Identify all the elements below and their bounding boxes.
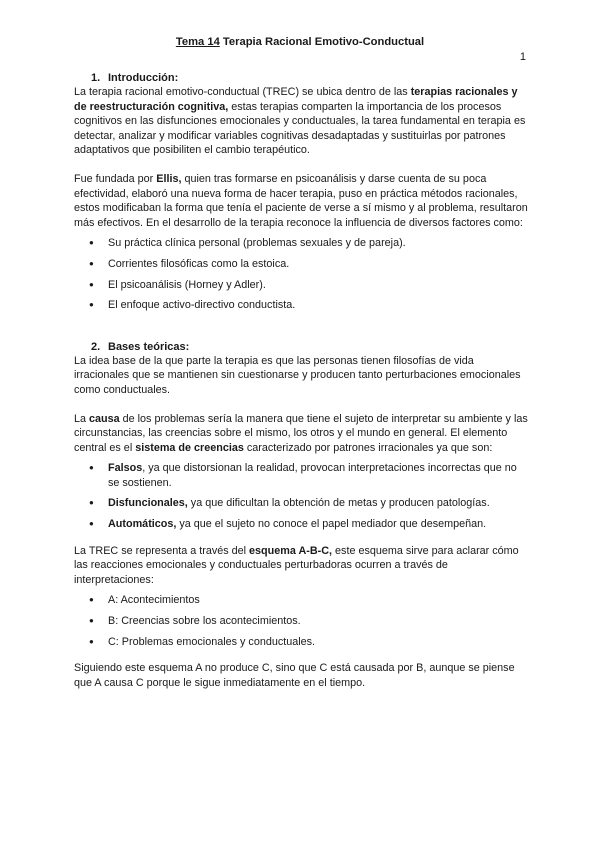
section-2-heading	[91, 340, 530, 354]
section-2-title: Bases teóricas:	[108, 340, 190, 353]
list-item: ● B: Creencias sobre los acontecimientos.	[74, 614, 530, 629]
beliefs-list	[74, 461, 530, 531]
text-run: Fue fundada por	[74, 172, 157, 185]
text-run: La terapia racional emotivo-conductual (TREC) se ubica dentro de las	[74, 86, 411, 98]
section-2-paragraph-4: Siguiendo este esquema A no produce C, sino que C está causada por B, aunque se piense que A causa C porque le sigue inmediatamente en el tiempo.	[74, 662, 515, 689]
title-text: Terapia Racional Emotivo-Conductual	[219, 36, 425, 48]
list-item: ● El enfoque activo-directivo conductista.	[74, 298, 530, 313]
influences-list	[74, 236, 530, 312]
list-item	[74, 461, 530, 490]
list-item	[74, 517, 530, 532]
text-run: quien tras formarse en psicoanálisis y darse cuenta de su poca efectividad, elaboró una nueva forma de hacer terapia, puso en práctica métodos racionales, estos modificaban la forma que tenía el paciente de verse a sí mismo y al problema, resultaron más efectivos. En el desarrollo de la terapia reconoce la influencia de diversos factores como:	[74, 172, 528, 229]
list-item: ● A: Acontecimientos	[74, 593, 530, 608]
bold-term: causa	[89, 412, 120, 425]
text-run: La	[74, 412, 90, 425]
bold-term: esquema A-B-C,	[249, 544, 333, 557]
text-run: ya que dificultan la obtención de metas y producen patologías.	[187, 497, 490, 510]
section-1-paragraph-2	[74, 172, 530, 230]
text-run: , ya que distorsionan la realidad, provocan interpretaciones incorrectas que no se sostienen.	[108, 462, 517, 489]
bold-term: Disfuncionales,	[108, 497, 188, 510]
text-run: La TREC se representa a través del	[74, 544, 250, 557]
bold-term: Falsos	[108, 462, 143, 475]
bold-term: sistema de creencias	[135, 441, 244, 454]
text-run: estas terapias comparten la importancia de los procesos cognitivos en las disfunciones emocionales y conductuales, la tarea fundamental en terapia es detectar, analizar y modificar variables cognitivas desadaptadas y sustituirlas por patrones adaptativos que posibiliten el cambio terapéutico.	[74, 100, 526, 157]
section-1-number: 1.	[91, 72, 101, 84]
bold-term: Ellis,	[156, 172, 182, 185]
section-2-paragraph-2	[74, 412, 530, 456]
list-item	[74, 496, 530, 511]
abc-list	[74, 593, 530, 649]
section-1-paragraph-1	[74, 85, 530, 158]
section-2-paragraph-3	[74, 544, 530, 588]
list-item: ● C: Problemas emocionales y conductuales.	[74, 635, 530, 650]
document-body	[74, 71, 530, 690]
page-number: 1	[519, 51, 526, 63]
list-item: ● El psicoanálisis (Horney y Adler).	[74, 278, 530, 293]
bold-term: Automáticos,	[108, 518, 177, 531]
list-item: ● Corrientes filosóficas como la estoica.	[74, 257, 530, 272]
section-1-heading	[91, 71, 530, 85]
text-run: de los problemas sería la manera que tiene el sujeto de interpretar su ambiente y las circunstancias, las creencias sobre el mismo, los otros y el mundo en general. El elemento central es el	[74, 412, 528, 454]
title-topic-number: Tema 14	[175, 36, 220, 48]
section-2-paragraph-1: La idea base de la que parte la terapia es que las personas tienen filosofías de vida irracionales que se mantienen sin cuestionarse y producen tanto perturbaciones emocionales como conductuales.	[74, 354, 521, 396]
bold-term: terapias racionales y de reestructuración cognitiva,	[74, 86, 518, 113]
list-item: ● Su práctica clínica personal (problemas sexuales y de pareja).	[74, 236, 530, 251]
document-title	[0, 36, 600, 48]
text-run: este esquema sirve para aclarar cómo las reacciones emocionales y conductuales perturbadoras ocurren a través de interpretaciones:	[74, 544, 519, 586]
text-run: caracterizado por patrones irracionales ya que son:	[243, 441, 493, 454]
text-run: ya que el sujeto no conoce el papel mediador que desempeñan.	[176, 518, 487, 531]
section-2-number: 2.	[91, 340, 101, 353]
section-1-title: Introducción:	[108, 72, 179, 84]
